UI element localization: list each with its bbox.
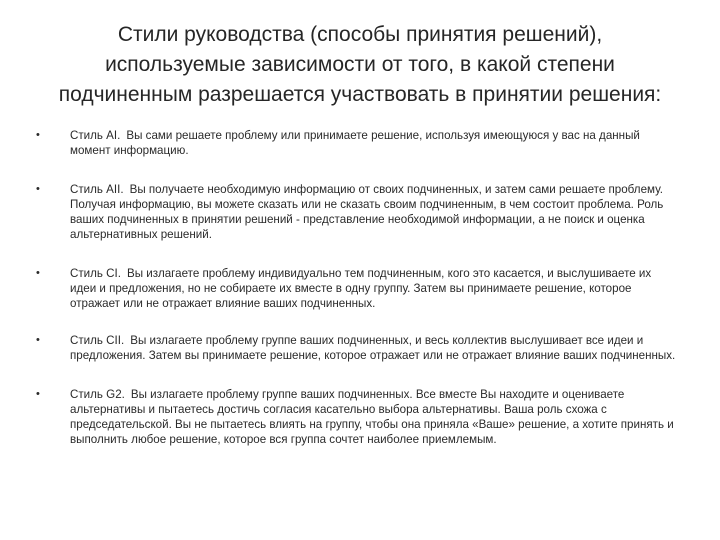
list-item-style-cii <box>36 333 676 363</box>
list-item-style-ai <box>36 128 676 158</box>
item-label: Стиль AII. <box>70 183 124 196</box>
item-label: Стиль CII. <box>70 334 125 347</box>
bullet-icon: • <box>36 183 40 195</box>
list-item-style-g2 <box>36 387 676 447</box>
title-line-1: Стили руководства (способы принятия решений), <box>117 23 603 46</box>
title-line-3: подчиненным разрешается участвовать в принятии решения: <box>58 83 662 106</box>
bullet-icon: • <box>36 129 40 141</box>
item-label: Стиль AI. <box>70 129 121 142</box>
slide-title <box>20 20 700 110</box>
list-item-style-aii <box>36 182 676 242</box>
title-line-2: используемые зависимости от того, в какой степени <box>105 53 615 76</box>
item-label: Стиль CI. <box>70 267 122 280</box>
item-text: Вы сами решаете проблему или принимаете решение, используя имеющуюся у вас на данный момент информацию. <box>70 129 640 157</box>
list-item-style-ci <box>36 266 676 311</box>
item-text: Вы излагаете проблему индивидуально тем подчиненным, кого это касается, и выслушиваете их идеи и предложения, но не собираете их вместе в одну группу. Затем вы принимаете решение, которое отражает или не отражает влияние ваших подчиненных. <box>70 267 652 310</box>
bullet-list <box>36 128 676 447</box>
bullet-icon: • <box>36 388 40 400</box>
bullet-icon: • <box>36 334 40 346</box>
item-text: Вы излагаете проблему группе ваших подчиненных, и весь коллектив выслушивает все идеи и предложения. Затем вы принимаете решение, которое отражает или не отражает влияние ваших подчиненных. <box>70 334 676 362</box>
item-text: Вы излагаете проблему группе ваших подчиненных. Все вместе Вы находите и оцениваете альтернативы и пытаетесь достичь согласия касательно выбора альтернативы. Ваша роль схожа с председательской. Вы не пытаетесь влиять на группу, чтобы она приняла «Ваше» решение, а хотите принять и выполнить любое решение, которое вся группа сочтет наиболее приемлемым. <box>70 388 674 446</box>
bullet-icon: • <box>36 267 40 279</box>
item-label: Стиль G2. <box>70 388 125 401</box>
item-text: Вы получаете необходимую информацию от своих подчиненных, и затем сами решаете проблему. Получая информацию, вы можете сказать или не сказать своим подчиненным, в чем состоит проблема. Роль ваших подчиненных в принятии решений - представление необходимой информации, а не поиск и оценка альтернативных решений. <box>70 183 664 241</box>
